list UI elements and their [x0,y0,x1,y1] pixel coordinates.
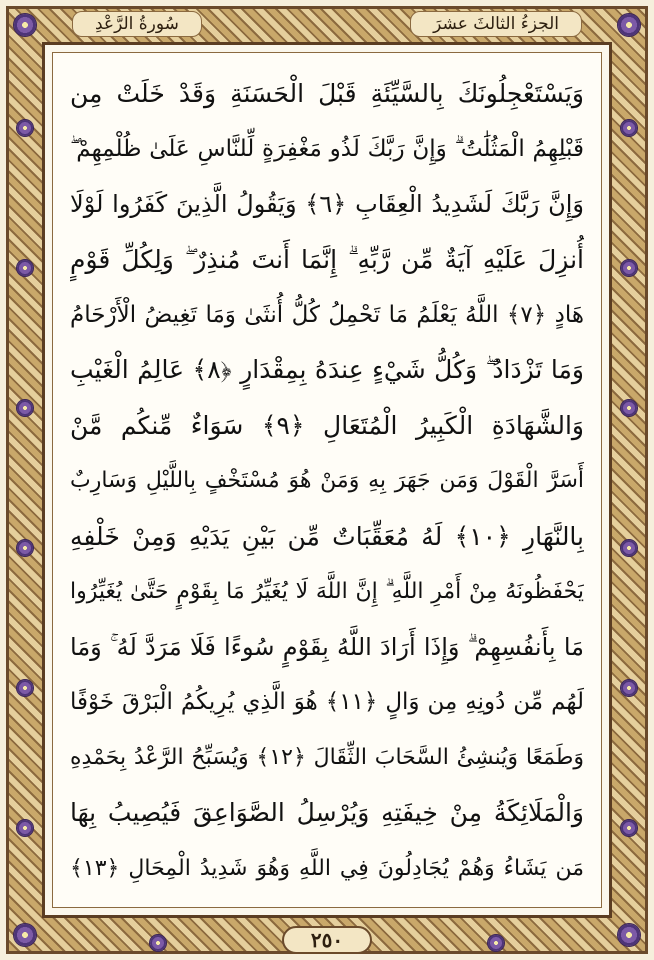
verse-line [70,232,584,287]
flower-ornament-icon [488,935,504,951]
verse-text: وَيَسْتَعْجِلُونَكَ بِالسَّيِّئَةِ قَبْلَ الْحَسَنَةِ وَقَدْ خَلَتْ مِن [70,79,584,109]
flower-ornament-icon [621,820,637,836]
verse-line [70,675,584,730]
page-header [42,6,612,42]
verse-text: وَالشَّهَادَةِ الْكَبِيرُ الْمُتَعَالِ ﴿٩﴾ سَوَاءٌ مِّنكُم مَّنْ [70,411,584,441]
flower-ornament-icon [618,14,640,36]
flower-ornament-icon [17,540,33,556]
verse-line [70,453,584,508]
flower-ornament-icon [14,14,36,36]
verse-text: أُنزِلَ عَلَيْهِ آيَةٌ مِّن رَّبِّهِ ۗ إِنَّمَا أَنتَ مُنذِرٌ ۖ وَلِكُلِّ قَوْمٍ [70,244,584,274]
verse-line [70,66,584,121]
flower-ornament-icon [621,260,637,276]
verse-text: يَحْفَظُونَهُ مِنْ أَمْرِ اللَّهِ ۗ إِنَّ اللَّهَ لَا يُغَيِّرُ مَا بِقَوْمٍ حَتَّىٰ يُغَيِّرُوا [70,579,584,605]
verse-text: مَن يَشَاءُ وَهُمْ يُجَادِلُونَ فِي اللَّهِ وَهُوَ شَدِيدُ الْمِحَالِ ﴿١٣﴾ [70,855,584,881]
flower-ornament-icon [150,935,166,951]
verse-text: هَادٍ ﴿٧﴾ اللَّهُ يَعْلَمُ مَا تَحْمِلُ كُلُّ أُنثَىٰ وَمَا تَغِيضُ الْأَرْحَامُ [70,301,584,328]
flower-ornament-icon [14,924,36,946]
verse-text: بِالنَّهَارِ ﴿١٠﴾ لَهُ مُعَقِّبَاتٌ مِّن بَيْنِ يَدَيْهِ وَمِنْ خَلْفِهِ [70,521,584,551]
flower-ornament-icon [621,120,637,136]
flower-ornament-icon [17,680,33,696]
verse-text: مَا بِأَنفُسِهِمْ ۗ وَإِذَا أَرَادَ اللَّهُ بِقَوْمٍ سُوءًا فَلَا مَرَدَّ لَهُ ۚ وَمَا [70,632,584,661]
verse-line [70,564,584,619]
verse-lines [70,66,584,896]
flower-ornament-icon [621,680,637,696]
juz-title: الجزءُ الثالثَ عشرَ [410,11,582,37]
verse-text: قَبْلِهِمُ الْمَثُلَٰتُ ۗ وَإِنَّ رَبَّكَ لَذُو مَغْفِرَةٍ لِّلنَّاسِ عَلَىٰ ظُلْمِهِمْ ۖ [70,135,584,162]
verse-line [70,121,584,176]
verse-text: وَإِنَّ رَبَّكَ لَشَدِيدُ الْعِقَابِ ﴿٦﴾ وَيَقُولُ الَّذِينَ كَفَرُوا لَوْلَا [70,190,584,219]
verse-text: وَطَمَعًا وَيُنشِئُ السَّحَابَ الثِّقَالَ ﴿١٢﴾ وَيُسَبِّحُ الرَّعْدُ بِحَمْدِهِ [70,745,584,771]
flower-ornament-icon [621,400,637,416]
flower-ornament-icon [17,120,33,136]
verse-line [70,730,584,785]
verse-text: لَهُم مِّن دُونِهِ مِن وَالٍ ﴿١١﴾ هُوَ الَّذِي يُرِيكُمُ الْبَرْقَ خَوْفًا [70,689,584,716]
verse-line [70,398,584,453]
verse-text: وَالْمَلَائِكَةُ مِنْ خِيفَتِهِ وَيُرْسِلُ الصَّوَاعِقَ فَيُصِيبُ بِهَا [70,798,584,828]
verse-line [70,177,584,232]
page-number: ٢٥٠ [282,926,372,954]
verse-line [70,287,584,342]
surah-title: سُورةُ الرَّعْدِ [72,11,202,37]
flower-ornament-icon [17,260,33,276]
verse-line [70,841,584,896]
verse-text: أَسَرَّ الْقَوْلَ وَمَن جَهَرَ بِهِ وَمَنْ هُوَ مُسْتَخْفٍ بِاللَّيْلِ وَسَارِبٌ [70,468,584,494]
verse-line [70,785,584,840]
verse-text: وَمَا تَزْدَادُ ۖ وَكُلُّ شَيْءٍ عِندَهُ بِمِقْدَارٍ ﴿٨﴾ عَالِمُ الْغَيْبِ [70,355,584,385]
flower-ornament-icon [621,540,637,556]
verse-line [70,509,584,564]
verse-line [70,343,584,398]
flower-ornament-icon [17,400,33,416]
verse-line [70,619,584,674]
flower-ornament-icon [17,820,33,836]
flower-ornament-icon [618,924,640,946]
